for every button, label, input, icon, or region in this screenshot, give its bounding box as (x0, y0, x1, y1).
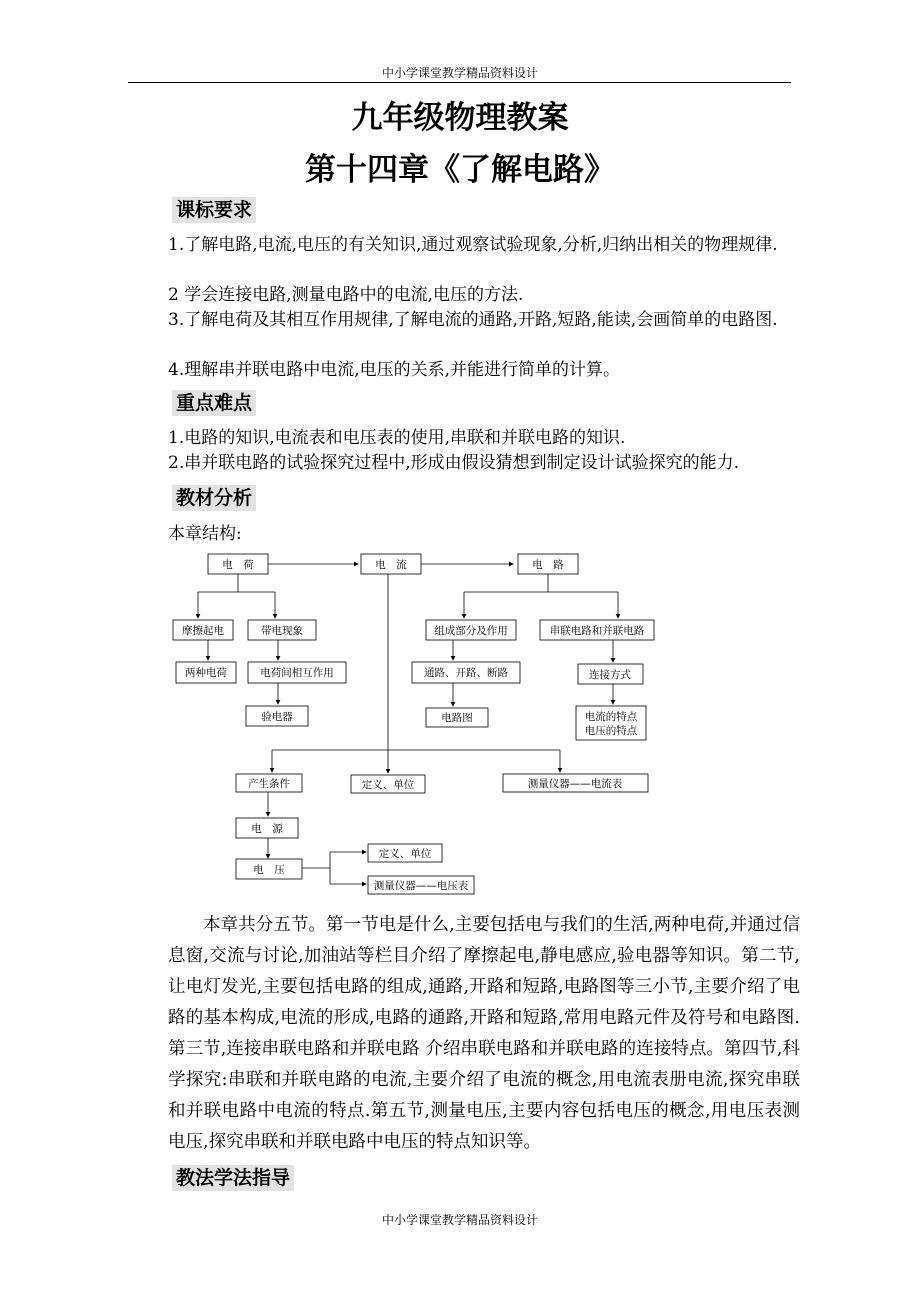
page-footer: 中小学课堂教学精品资料设计 (381, 1213, 538, 1227)
chapter-structure-diagram (168, 548, 658, 900)
node-ammeter: 测量仪器——电流表 (527, 778, 623, 790)
node-definition-unit: 定义、单位 (361, 779, 415, 791)
node-source: 电 源 (251, 823, 283, 835)
standards-item-3: 3.了解电荷及其相互作用规律,了解电流的通路,开路,短路,能读,会画简单的电路图. (168, 310, 778, 330)
structure-intro: 本章结构: (168, 524, 242, 544)
node-friction: 摩擦起电 (182, 625, 224, 637)
header-divider (128, 82, 791, 83)
chapter-title: 第十四章《了解电路》 (305, 152, 615, 188)
analysis-body: 本章共分五节。第一节电是什么,主要包括电与我们的生活,两种电荷,并通过信息窗,交流与讨论,加油站等栏目介绍了摩擦起电,静电感应,验电器等知识。第二节,让电灯发光,主要包括电路的组成,通路,开路和短路,电路图等三小节,主要介绍了电路的基本构成,电流的形成,电路的通路,开路和短路,常用电路元件及符号和电路图.第三节,连接串联电路和并联电路 介绍串联电路和并联电路的连接特点。第四节,科学探究:串联和并联电路的电流,主要介绍了电流的概念,用电流表册电流,探究串联和并联电路中电流的特点.第五节,测量电压,主要内容包括电压的概念,用电压表测电压,探究串联和并联电路中电压的特点知识等。 (168, 915, 800, 1152)
section-heading-key-points: 重点难点 (172, 390, 256, 416)
section-heading-standards: 课标要求 (172, 197, 256, 223)
node-electroscope: 验电器 (261, 711, 293, 723)
standards-item-4: 4.理解串并联电路中电流,电压的关系,并能进行简单的计算。 (168, 360, 621, 380)
key-point-2: 2.串并联电路的试验探究过程中,形成由假设猜想到制定设计试验探究的能力. (168, 453, 740, 473)
node-features-voltage: 电压的特点 (584, 725, 638, 737)
node-conditions: 产生条件 (248, 778, 290, 790)
standards-item-1: 1.了解电路,电流,电压的有关知识,通过观察试验现象,分析,归纳出相关的物理规律. (168, 235, 778, 255)
node-interaction: 电荷间相互作用 (260, 667, 334, 679)
section-heading-analysis: 教材分析 (172, 485, 256, 511)
node-features-current: 电流的特点 (584, 711, 638, 723)
node-circuit: 电 路 (532, 559, 564, 571)
page-header: 中小学课堂教学精品资料设计 (381, 66, 538, 80)
node-components: 组成部分及作用 (434, 625, 508, 637)
document-title: 九年级物理教案 (351, 100, 569, 136)
node-circuit-states: 通路、开路、断路 (424, 667, 508, 679)
section-heading-methods: 教法学法指导 (172, 1165, 294, 1191)
node-connection: 连接方式 (589, 669, 631, 681)
node-voltage: 电 压 (253, 864, 285, 876)
key-point-1: 1.电路的知识,电流表和电压表的使用,串联和并联电路的知识. (168, 428, 626, 448)
node-voltage-definition: 定义、单位 (378, 848, 432, 860)
standards-item-2: 2 学会连接电路,测量电路中的电流,电压的方法. (168, 285, 524, 305)
node-series-parallel: 串联电路和并联电路 (549, 625, 645, 637)
node-charge: 电 荷 (222, 559, 254, 571)
node-voltmeter: 测量仪器——电压表 (373, 880, 469, 892)
node-two-charges: 两种电荷 (185, 667, 227, 679)
node-current: 电 流 (375, 559, 407, 571)
node-electrification: 带电现象 (261, 625, 303, 637)
node-circuit-diagram: 电路图 (441, 712, 473, 724)
